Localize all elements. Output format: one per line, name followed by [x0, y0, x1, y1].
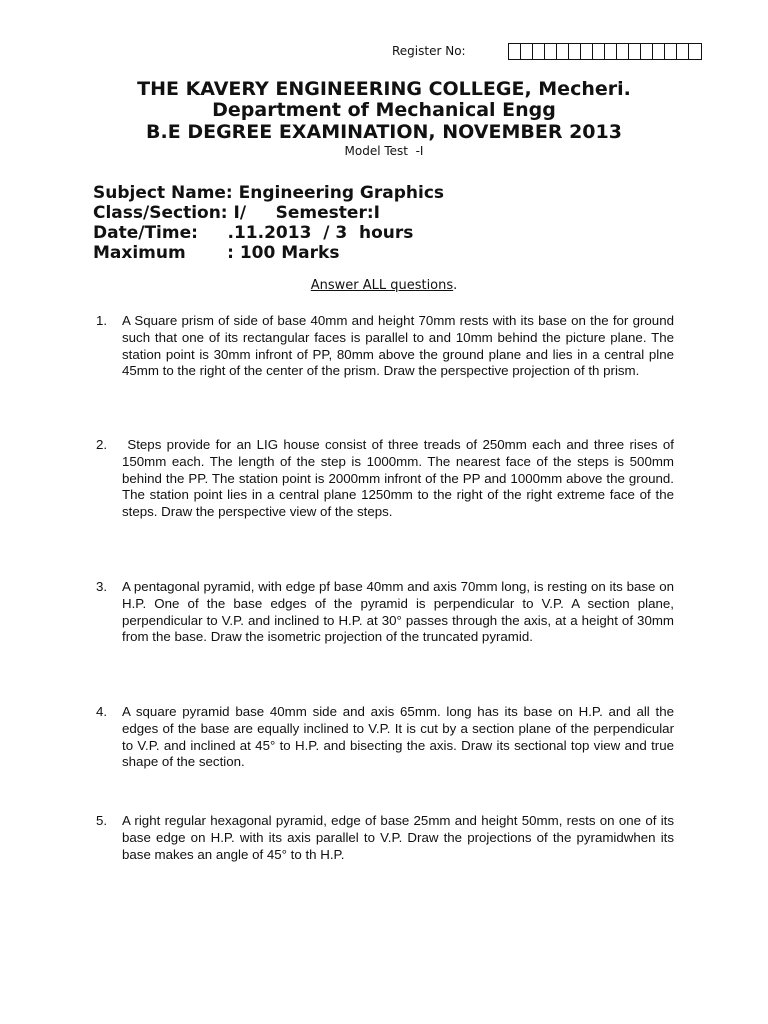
register-digit-box	[581, 44, 593, 59]
register-number-boxes	[508, 43, 702, 60]
register-digit-box	[557, 44, 569, 59]
register-digit-box	[641, 44, 653, 59]
register-digit-box	[593, 44, 605, 59]
question-text: A right regular hexagonal pyramid, edge of base 25mm and height 50mm, rests on one of its base edge on H.P. with its axis parallel to V.P. Draw the projections of the pyramidwhen its base makes an angle of 45° to th H.P.	[122, 813, 674, 862]
register-digit-box	[677, 44, 689, 59]
register-label: Register No:	[392, 44, 466, 58]
question-item	[96, 704, 674, 771]
question-text: Steps provide for an LIG house consist of three treads of 250mm each and three rises of 150mm each. The length of the step is 1000mm. The nearest face of the steps is 500mm behind the PP. The station point is 2000mm infront of the PP and 1000mm above the ground. The station point lies in a central plane 1250mm to the right of the right extreme face of the steps. Draw the perspective view of the steps.	[122, 437, 678, 520]
register-digit-box	[521, 44, 533, 59]
instruction-period: .	[453, 278, 458, 293]
register-digit-box	[569, 44, 581, 59]
question-text: A square pyramid base 40mm side and axis 65mm. long has its base on H.P. and all the edges of the base are equally inclined to V.P. It is cut by a section plane of the perpendicular to V.P. and inclined at 45° to H.P. and bisecting the axis. Draw its sectional top view and true shape of the section.	[122, 704, 674, 770]
question-item	[96, 313, 674, 380]
question-item	[96, 579, 674, 646]
question-number: 1.	[96, 313, 108, 328]
register-digit-box	[605, 44, 617, 59]
subject-name: Subject Name: Engineering Graphics	[93, 183, 445, 203]
question-number: 4.	[96, 704, 108, 719]
register-digit-box	[629, 44, 641, 59]
register-digit-box	[617, 44, 629, 59]
register-digit-box	[665, 44, 677, 59]
question-item	[96, 437, 678, 521]
maximum-marks: Maximum : 100 Marks	[93, 243, 340, 263]
model-test-label: Model Test -I	[344, 144, 424, 158]
register-digit-box	[653, 44, 665, 59]
question-number: 5.	[96, 813, 108, 828]
college-name: THE KAVERY ENGINEERING COLLEGE, Mecheri.	[137, 78, 631, 100]
register-number	[392, 40, 702, 62]
question-text: A Square prism of side of base 40mm and height 70mm rests with its base on the for ground such that one of its rectangular faces is parallel to and 10mm behind the picture plane. The station point is 30mm infront of PP, 80mm above the ground plane and lies in a central plne 45mm to the right of the center of the prism. Draw the perspective projection of th prism.	[122, 313, 674, 379]
register-digit-box	[533, 44, 545, 59]
class-section: Class/Section: I/ Semester:I	[93, 203, 380, 223]
register-digit-box	[689, 44, 701, 59]
question-text: A pentagonal pyramid, with edge pf base 40mm and axis 70mm long, is resting on its base on H.P. One of the base edges of the pyramid is perpendicular to V.P. A section plane, perpendicular to V.P. and inclined to H.P. at 30° passes through the axis, at a height of 30mm from the base. Draw the isometric projection of the truncated pyramid.	[122, 579, 674, 645]
question-item	[96, 813, 674, 863]
instruction	[0, 278, 768, 293]
date-time: Date/Time: .11.2013 / 3 hours	[93, 223, 414, 243]
register-digit-box	[509, 44, 521, 59]
instruction-text: Answer ALL questions	[310, 278, 454, 293]
department-name: Department of Mechanical Engg	[212, 99, 556, 121]
exam-title: B.E DEGREE EXAMINATION, NOVEMBER 2013	[146, 121, 622, 143]
question-number: 2.	[96, 437, 108, 452]
question-number: 3.	[96, 579, 108, 594]
register-digit-box	[545, 44, 557, 59]
